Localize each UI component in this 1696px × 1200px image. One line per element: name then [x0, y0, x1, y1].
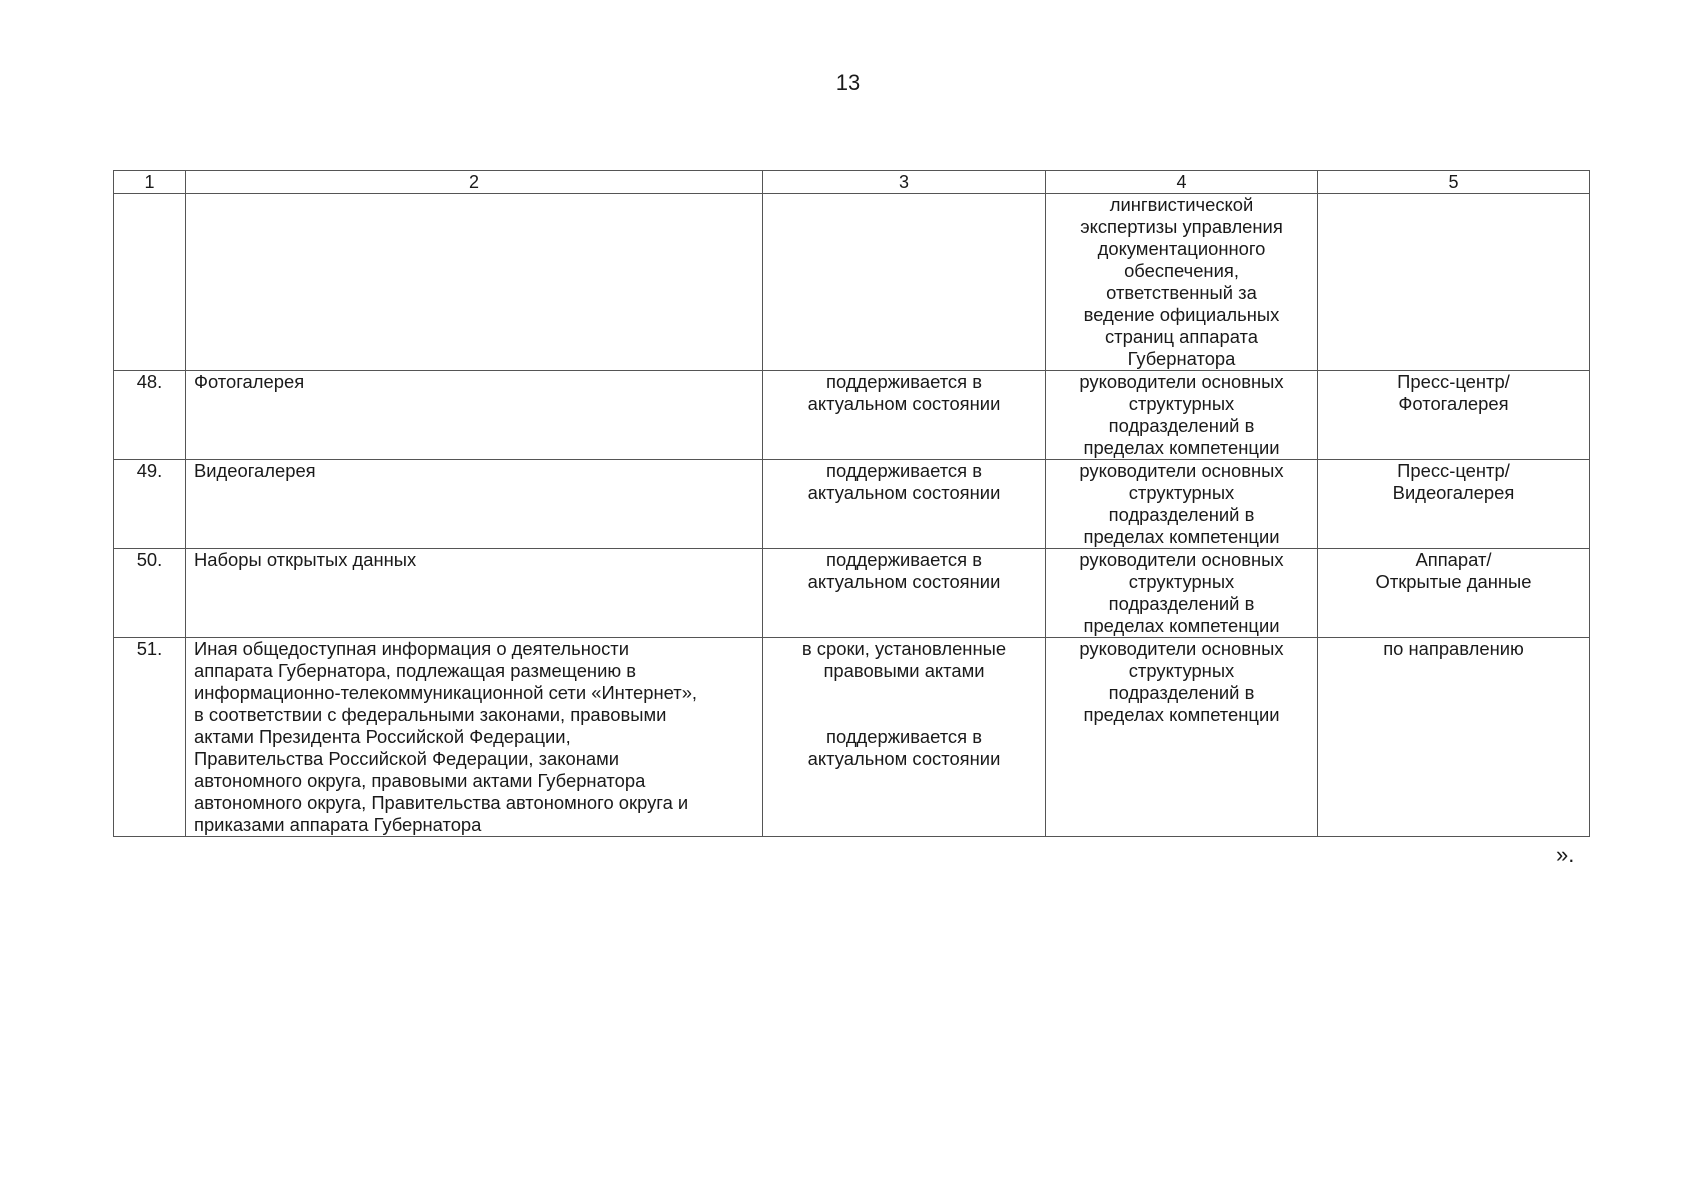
cell-line: руководители основных [1079, 638, 1284, 659]
table-row [114, 460, 1590, 549]
cell-section: по направлению [1318, 638, 1590, 837]
cell-line: структурных [1128, 660, 1235, 681]
cell-line: обеспечения, [1124, 260, 1239, 281]
cell-line: актуальном состоянии [807, 482, 1001, 503]
cell-line: ответственный за [1106, 282, 1257, 303]
cell-num: 50. [114, 549, 186, 638]
cell-line: актуальном состоянии [807, 748, 1001, 769]
cell-num: 48. [114, 371, 186, 460]
cell-line: руководители основных [1079, 460, 1284, 481]
cell-section [1318, 549, 1590, 638]
cell-line: ведение официальных [1083, 304, 1280, 325]
cell-term [763, 194, 1046, 371]
cell-line: автономного округа, Правительства автономного округа и [194, 792, 689, 813]
table-header-row [114, 171, 1590, 194]
cell-line: подразделений в [1108, 504, 1255, 525]
cell-line: Пресс-центр/ [1397, 460, 1510, 481]
cell-line: руководители основных [1079, 371, 1284, 392]
table-row [114, 371, 1590, 460]
header-col-4: 4 [1046, 171, 1318, 194]
cell-responsible [1046, 549, 1318, 638]
cell-name [186, 194, 763, 371]
cell-line: актуальном состоянии [807, 393, 1001, 414]
cell-term [763, 371, 1046, 460]
cell-line: автономного округа, правовыми актами Губернатора [194, 770, 646, 791]
cell-line: пределах компетенции [1083, 704, 1280, 725]
cell-line: приказами аппарата Губернатора [194, 814, 482, 835]
cell-line: правовыми актами [823, 660, 985, 681]
cell-line: структурных [1128, 482, 1235, 503]
table-row [114, 549, 1590, 638]
header-col-1: 1 [114, 171, 186, 194]
cell-line: руководители основных [1079, 549, 1284, 570]
cell-num: 51. [114, 638, 186, 837]
cell-term [763, 460, 1046, 549]
cell-spacer [771, 682, 1037, 726]
cell-section [1318, 194, 1590, 371]
table-row [114, 638, 1590, 837]
cell-line: в сроки, установленные [801, 638, 1007, 659]
cell-line: аппарата Губернатора, подлежащая размещению в [194, 660, 637, 681]
header-col-5: 5 [1318, 171, 1590, 194]
table-row-continuation [114, 194, 1590, 371]
cell-line: экспертизы управления [1080, 216, 1283, 237]
cell-line: пределах компетенции [1083, 526, 1280, 547]
cell-line: Фотогалерея [1398, 393, 1509, 414]
cell-line: поддерживается в [826, 549, 982, 570]
cell-name: Наборы открытых данных [186, 549, 763, 638]
cell-line: страниц аппарата [1104, 326, 1258, 347]
cell-line: поддерживается в [826, 371, 982, 392]
cell-line: структурных [1128, 393, 1235, 414]
header-col-2: 2 [186, 171, 763, 194]
cell-section [1318, 460, 1590, 549]
cell-line: Аппарат/ [1415, 549, 1492, 570]
cell-responsible [1046, 194, 1318, 371]
cell-line: актами Президента Российской Федерации, [194, 726, 571, 747]
cell-line: подразделений в [1108, 682, 1255, 703]
document-table [113, 170, 1590, 837]
cell-line: актуальном состоянии [807, 571, 1001, 592]
closing-quote-mark: ». [1556, 842, 1575, 867]
cell-line: подразделений в [1108, 415, 1255, 436]
cell-name: Видеогалерея [186, 460, 763, 549]
cell-line: Иная общедоступная информация о деятельности [194, 638, 630, 659]
header-col-3: 3 [763, 171, 1046, 194]
cell-line: информационно-телекоммуникационной сети «Интернет», [194, 682, 698, 703]
cell-line: структурных [1128, 571, 1235, 592]
cell-term [763, 549, 1046, 638]
cell-line: Правительства Российской Федерации, законами [194, 748, 620, 769]
page-number: 13 [835, 70, 861, 95]
cell-num [114, 194, 186, 371]
cell-line: пределах компетенции [1083, 615, 1280, 636]
cell-line: Пресс-центр/ [1397, 371, 1510, 392]
cell-responsible [1046, 638, 1318, 837]
cell-name: Фотогалерея [186, 371, 763, 460]
cell-responsible [1046, 460, 1318, 549]
cell-line: Губернатора [1127, 348, 1236, 369]
cell-line: Открытые данные [1375, 571, 1532, 592]
cell-name [186, 638, 763, 837]
cell-line: лингвистической [1109, 194, 1254, 215]
cell-term [763, 638, 1046, 837]
cell-line: подразделений в [1108, 593, 1255, 614]
cell-line: поддерживается в [826, 460, 982, 481]
cell-line: документационного [1097, 238, 1266, 259]
cell-line: пределах компетенции [1083, 437, 1280, 458]
cell-line: в соответствии с федеральными законами, правовыми [194, 704, 667, 725]
cell-section [1318, 371, 1590, 460]
cell-num: 49. [114, 460, 186, 549]
cell-line: Видеогалерея [1392, 482, 1515, 503]
cell-responsible [1046, 371, 1318, 460]
cell-line: поддерживается в [826, 726, 982, 747]
